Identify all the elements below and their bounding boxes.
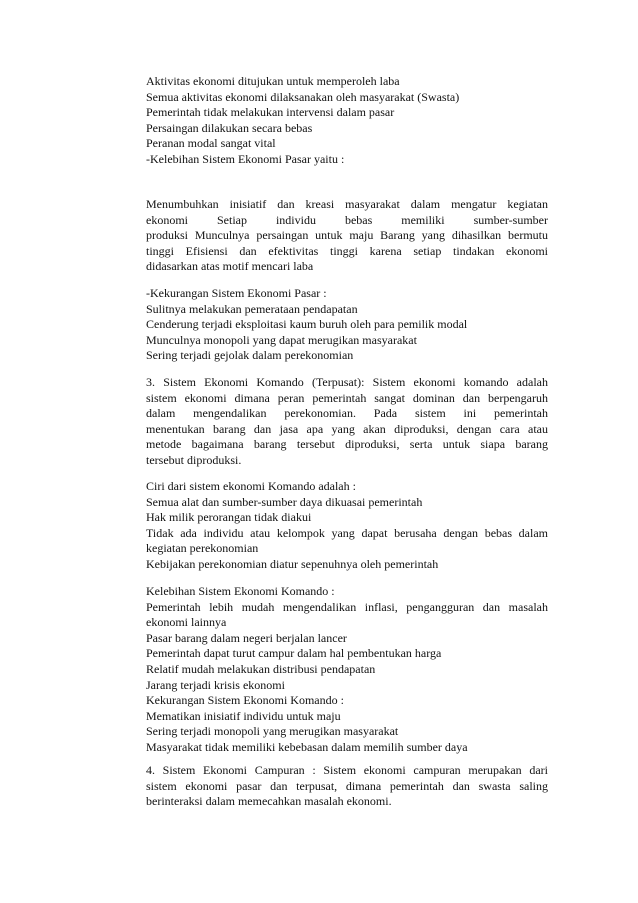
text-line: Kekurangan Sistem Ekonomi Komando : (146, 693, 344, 708)
text-line: 3. Sistem Ekonomi Komando (Terpusat): Sistem ekonomi komando adalah (146, 375, 548, 389)
text-line: Tidak ada individu atau kelompok yang dapat berusaha dengan bebas dalam (146, 525, 548, 540)
text-line: Kebijakan perekonomian diatur sepenuhnya oleh pemerintah (146, 556, 439, 571)
text-line: Hak milik perorangan tidak diakui (146, 510, 312, 525)
text-line: Masyarakat tidak memiliki kebebasan dalam memilih sumber daya (146, 739, 468, 754)
paragraph (146, 286, 548, 364)
text-line: metode bagaimana barang tersebut diproduksi, serta untuk siapa barang (146, 437, 548, 452)
text-line: berinteraksi dalam memecahkan masalah ekonomi. (146, 794, 392, 809)
text-line: 4. Sistem Ekonomi Campuran : Sistem ekonomi campuran merupakan dari (146, 763, 548, 777)
text-line: menentukan barang dan jasa apa yang akan diproduksi, dengan cara atau (146, 421, 548, 436)
text-line: Peranan modal sangat vital (146, 136, 276, 151)
text-line: Pasar barang dalam negeri berjalan lancer (146, 630, 347, 645)
text-line: Pemerintah tidak melakukan intervensi dalam pasar (146, 105, 395, 120)
text-line: ekonomi Setiap individu bebas memiliki sumber-sumber (146, 212, 548, 227)
text-line: sistem ekonomi dimana peran pemerintah sangat dominan dan berpengaruh (146, 390, 548, 405)
text-line: -Kekurangan Sistem Ekonomi Pasar : (146, 286, 327, 300)
paragraph (146, 763, 548, 810)
paragraph (146, 584, 548, 756)
text-line: sistem ekonomi pasar dan terpusat, dimana pemerintah dan swasta saling (146, 778, 548, 793)
text-line: Pemerintah lebih mudah mengendalikan inflasi, pengangguran dan masalah (146, 599, 548, 614)
text-line: Jarang terjadi krisis ekonomi (146, 677, 285, 692)
text-line: Pemerintah dapat turut campur dalam hal pembentukan harga (146, 646, 442, 661)
text-line: ekonomi lainnya (146, 615, 227, 630)
text-line: Kelebihan Sistem Ekonomi Komando : (146, 584, 335, 598)
text-line: kegiatan perekonomian (146, 541, 259, 556)
text-line: Persaingan dilakukan secara bebas (146, 120, 313, 135)
text-line: dalam mengendalikan perekonomian. Pada sistem ini pemerintah (146, 406, 548, 421)
text-line: tersebut diproduksi. (146, 452, 242, 467)
text-line: Sering terjadi monopoli yang merugikan masyarakat (146, 724, 399, 739)
text-line: produksi Munculnya persaingan untuk maju Barang yang dihasilkan bermutu (146, 228, 548, 243)
paragraph (146, 479, 548, 573)
text-line: Cenderung terjadi eksploitasi kaum buruh oleh para pemilik modal (146, 317, 468, 332)
text-line: -Kelebihan Sistem Ekonomi Pasar yaitu : (146, 151, 345, 166)
paragraph (146, 74, 548, 168)
text-line: didasarkan atas motif mencari laba (146, 259, 314, 274)
paragraph (146, 375, 548, 469)
text-line: Munculnya monopoli yang dapat merugikan masyarakat (146, 332, 417, 347)
text-line: Menumbuhkan inisiatif dan kreasi masyarakat dalam mengatur kegiatan (146, 197, 548, 211)
text-line: Ciri dari sistem ekonomi Komando adalah : (146, 479, 356, 493)
text-line: Semua aktivitas ekonomi dilaksanakan oleh masyarakat (Swasta) (146, 89, 460, 104)
paragraph (146, 197, 548, 275)
text-line: Semua alat dan sumber-sumber daya dikuasai pemerintah (146, 494, 423, 509)
text-line: tinggi Efisiensi dan efektivitas tinggi karena setiap tindakan ekonomi (146, 243, 548, 258)
text-line: Aktivitas ekonomi ditujukan untuk memperoleh laba (146, 74, 400, 88)
text-line: Mematikan inisiatif individu untuk maju (146, 708, 341, 723)
text-line: Sering terjadi gejolak dalam perekonomian (146, 348, 354, 363)
text-line: Relatif mudah melakukan distribusi pendapatan (146, 661, 376, 676)
text-line: Sulitnya melakukan pemerataan pendapatan (146, 301, 358, 316)
